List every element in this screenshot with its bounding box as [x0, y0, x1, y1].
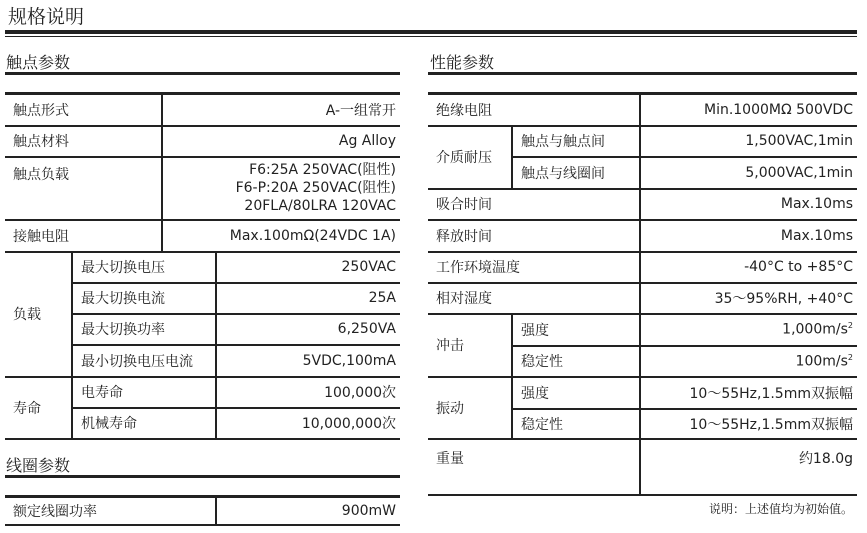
- row-value: -40°C to +85°C: [640, 252, 857, 283]
- row-label: 稳定性: [512, 346, 640, 377]
- title-divider-thin: [5, 36, 857, 37]
- row-value: 35～95%RH, +40°C: [640, 283, 857, 314]
- row-value: A-一组常开: [162, 94, 400, 126]
- load-rating: F6-P:20A 250VAC(阻性): [235, 180, 397, 196]
- row-label: 触点材料: [5, 126, 162, 157]
- row-value: 10～55Hz,1.5mm双振幅: [640, 409, 857, 439]
- table-row: [5, 94, 400, 126]
- row-value: 250VAC: [216, 252, 400, 283]
- table-row: [428, 314, 857, 346]
- table-row: [5, 157, 400, 220]
- load-rating: F6:25A 250VAC(阻性): [249, 162, 397, 178]
- row-label: 相对湿度: [428, 283, 640, 314]
- row-value: Max.10ms: [640, 189, 857, 220]
- row-value: Min.1000MΩ 500VDC: [640, 94, 857, 126]
- group-label: 振动: [428, 377, 512, 439]
- footnote: 说明：上述值均为初始值。: [708, 502, 853, 516]
- row-value: Max.10ms: [640, 220, 857, 252]
- table-row: [428, 94, 857, 126]
- row-value: 900mW: [216, 497, 400, 525]
- row-label: 机械寿命: [72, 408, 216, 439]
- row-value: Max.100mΩ(24VDC 1A): [162, 220, 400, 252]
- row-label: 工作环境温度: [428, 252, 640, 283]
- table-row: [5, 126, 400, 157]
- row-label: 触点负载: [5, 157, 162, 220]
- row-label: 绝缘电阻: [428, 94, 640, 126]
- row-label: 触点与线圈间: [512, 157, 640, 189]
- performance-heading-rule: [428, 72, 857, 75]
- value-text: 1,000m/s: [782, 321, 848, 338]
- row-label: 释放时间: [428, 220, 640, 252]
- row-label: 重量: [428, 439, 640, 495]
- value-text: 100m/s: [795, 353, 848, 370]
- group-label: 介质耐压: [428, 126, 512, 189]
- row-value: 100,000次: [216, 377, 400, 408]
- contact-heading: 触点参数: [6, 53, 71, 72]
- title-divider: [5, 30, 857, 34]
- row-value: [640, 346, 857, 377]
- group-label: 寿命: [5, 377, 72, 439]
- row-label: 稳定性: [512, 409, 640, 439]
- row-label: 最大切换功率: [72, 314, 216, 345]
- contact-table: [5, 92, 400, 440]
- table-row: [5, 220, 400, 252]
- table-row: [428, 126, 857, 157]
- row-label: 额定线圈功率: [5, 497, 216, 525]
- table-row: [428, 252, 857, 283]
- performance-heading: 性能参数: [430, 53, 495, 72]
- group-label: 冲击: [428, 314, 512, 377]
- row-label: 强度: [512, 377, 640, 409]
- row-value: 25A: [216, 283, 400, 314]
- coil-heading-rule: [5, 475, 400, 478]
- row-label: 强度: [512, 314, 640, 346]
- row-value: [640, 314, 857, 346]
- table-row: [5, 377, 400, 408]
- table-row: [428, 220, 857, 252]
- row-value: 6,250VA: [216, 314, 400, 345]
- row-value: 10～55Hz,1.5mm双振幅: [640, 377, 857, 409]
- table-row: [5, 252, 400, 283]
- row-value: 10,000,000次: [216, 408, 400, 439]
- load-rating: 20FLA/80LRA 120VAC: [244, 198, 397, 214]
- table-row: [428, 283, 857, 314]
- table-row: [428, 439, 857, 495]
- superscript: 2: [847, 352, 853, 362]
- table-row: [428, 189, 857, 220]
- row-label: 最大切换电流: [72, 283, 216, 314]
- row-label: 触点形式: [5, 94, 162, 126]
- row-label: 最大切换电压: [72, 252, 216, 283]
- row-value: 约18.0g: [640, 439, 857, 495]
- group-label: 负载: [5, 252, 72, 377]
- performance-table: [428, 92, 857, 496]
- coil-heading: 线圈参数: [6, 456, 71, 475]
- table-row: [428, 377, 857, 409]
- table-row: [5, 497, 400, 525]
- row-value: Ag Alloy: [162, 126, 400, 157]
- superscript: 2: [847, 321, 853, 331]
- row-value: 5VDC,100mA: [216, 345, 400, 377]
- row-value: 5,000VAC,1min: [640, 157, 857, 189]
- coil-table: [5, 495, 400, 526]
- page-title: 规格说明: [8, 6, 85, 28]
- row-label: 最小切换电压电流: [72, 345, 216, 377]
- row-label: 触点与触点间: [512, 126, 640, 157]
- row-label: 吸合时间: [428, 189, 640, 220]
- contact-heading-rule: [5, 72, 400, 75]
- row-value: 1,500VAC,1min: [640, 126, 857, 157]
- row-label: 电寿命: [72, 377, 216, 408]
- row-label: 接触电阻: [5, 220, 162, 252]
